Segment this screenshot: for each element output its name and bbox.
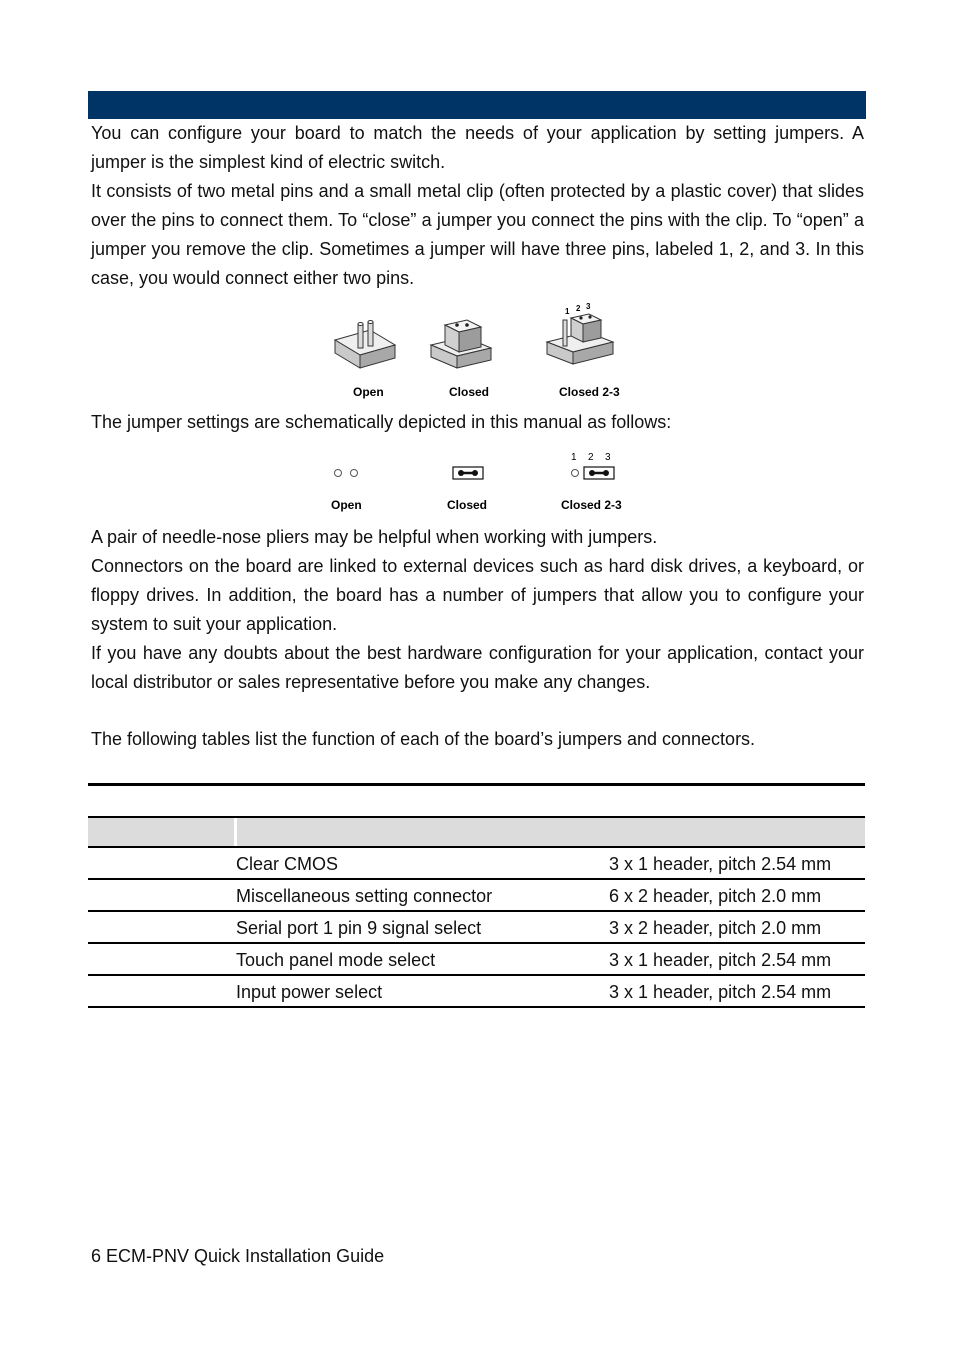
schematic-intro-text: The jumper settings are schematically depicted in this manual as follows: <box>91 412 672 432</box>
table-cell-function: Touch panel mode select <box>236 950 436 970</box>
page-footer: 6 ECM-PNV Quick Installation Guide <box>91 1246 385 1266</box>
figure-schematic-closed-label: Closed <box>447 498 488 512</box>
body-paragraph-connectors: Connectors on the board are linked to external devices such as hard disk drives, a keyboard, or floppy drives. In addition, the board has a number of jumpers that allow you to configure your system to suit your application. <box>91 556 864 634</box>
figure-schematic-closed23-label: Closed 2-3 <box>561 498 622 512</box>
schematic-pin-label-1: 1 <box>571 452 577 463</box>
schematic-pin-label-3: 3 <box>605 452 611 463</box>
open-jumper-schematic-icon <box>335 470 358 477</box>
pin-label-1: 1 <box>565 307 570 316</box>
body-paragraph-tables: The following tables list the function of each of the board’s jumpers and connectors. <box>91 729 756 749</box>
table-cell-function: Serial port 1 pin 9 signal select <box>236 918 482 938</box>
table-row <box>88 944 865 976</box>
table-cell-type: 3 x 1 header, pitch 2.54 mm <box>609 854 832 874</box>
table-cell-function: Miscellaneous setting connector <box>236 886 493 906</box>
table-row <box>88 848 865 880</box>
table-cell-function: Clear CMOS <box>236 854 339 874</box>
body-paragraph-pliers: A pair of needle-nose pliers may be helpful when working with jumpers. <box>91 527 658 547</box>
figure-schematic-open-label: Open <box>331 498 362 512</box>
jumper-schematic-illustration <box>325 448 635 516</box>
schematic-pin-label-2: 2 <box>588 452 594 463</box>
jumper-3d-illustration <box>325 300 635 405</box>
table-row <box>88 912 865 944</box>
figure-3d-closed-label: Closed <box>449 385 490 399</box>
table-cell-type: 3 x 2 header, pitch 2.0 mm <box>609 918 822 938</box>
pin-label-2: 2 <box>576 304 581 313</box>
figure-3d-open-label: Open <box>353 385 384 399</box>
closed-jumper-schematic-icon <box>453 467 483 479</box>
jumper-table-header <box>88 816 865 848</box>
intro-paragraph-1: You can configure your board to match the needs of your application by setting jumpers. A jumper is the simplest kind of electric switch. <box>91 123 864 172</box>
closed-jumper-3d-icon <box>431 320 491 368</box>
pin-label-3: 3 <box>586 302 591 311</box>
table-cell-type: 6 x 2 header, pitch 2.0 mm <box>609 886 822 906</box>
intro-paragraph-2: It consists of two metal pins and a small metal clip (often protected by a plastic cover) that slides over the pins to connect them. To “close” a jumper you connect the pins with the clip. To “open” a jumper you remove the clip. Sometimes a jumper will have three pins, labeled 1, 2, and 3. In this case, you would connect either two pins. <box>91 181 864 288</box>
table-row <box>88 976 865 1008</box>
section-header-bar <box>88 91 866 119</box>
figure-3d-closed23-label: Closed 2-3 <box>559 385 620 399</box>
closed-2-3-jumper-schematic-icon <box>571 452 614 479</box>
table-row <box>88 880 865 912</box>
table-cell-function: Input power select <box>236 982 383 1002</box>
table-cell-type: 3 x 1 header, pitch 2.54 mm <box>609 982 832 1002</box>
open-jumper-3d-icon <box>335 321 395 369</box>
table-header-column-divider <box>234 818 237 846</box>
body-paragraph-doubts: If you have any doubts about the best hardware configuration for your application, contact your local distributor or sales representative before you make any changes. <box>91 643 864 692</box>
table-cell-type: 3 x 1 header, pitch 2.54 mm <box>609 950 832 970</box>
section-divider-rule <box>88 783 865 786</box>
closed-2-3-jumper-3d-icon <box>547 302 613 364</box>
